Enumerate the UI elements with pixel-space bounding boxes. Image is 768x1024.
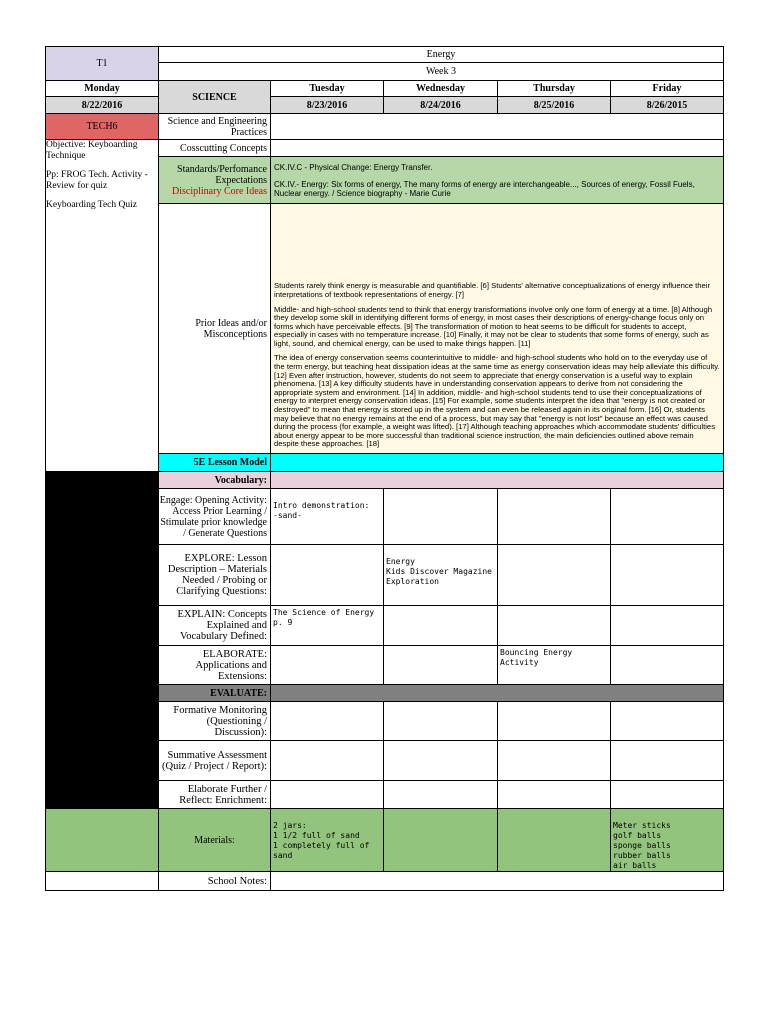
topic-title: Energy <box>426 49 456 60</box>
lesson-model-cell <box>158 453 271 472</box>
practice-text: Pp: FROG Tech. Activity - Review for quiz <box>46 170 148 191</box>
enrichment-tuesday <box>270 780 384 809</box>
elaborate-thursday-text: Bouncing Energy Activity <box>500 648 573 667</box>
standard-item: CK.IV.- Energy: Six forms of energy, The many forms of energy are interchangeable..., Sources of energy, Fossil Fuels, Nuclear energy. / Science biography - Marie Curie <box>274 179 695 198</box>
formative-tuesday <box>270 701 384 741</box>
explain-left-block <box>45 605 159 646</box>
prior-paragraph: Students rarely think energy is measurable and quantifiable. [6] Students' alternative conceptualizations of energy influence their interpretations of textbook representations of energy. [7] <box>274 281 711 299</box>
day-name: Wednesday <box>416 83 465 94</box>
materials-left-block <box>45 808 159 872</box>
materials-friday <box>610 808 724 872</box>
objective-text: Objective: Keyboarding Technique <box>46 140 138 161</box>
formative-label: Formative Monitoring (Questioning / Discussion): <box>173 704 267 738</box>
week-label: Week 3 <box>425 66 456 77</box>
engage-friday <box>610 488 724 545</box>
enrichment-friday <box>610 780 724 809</box>
practices-label-cell <box>158 113 271 140</box>
explore-label: EXPLORE: Lesson Description – Materials Needed / Probing or Clarifying Questions: <box>167 553 267 597</box>
materials-friday-text: Meter sticks golf balls sponge balls rubber balls air balls <box>613 821 671 870</box>
explain-thursday <box>497 605 611 646</box>
summative-label-cell <box>158 740 271 781</box>
day-name: Friday <box>652 83 682 94</box>
date-monday <box>45 96 159 114</box>
evaluate-label: EVALUATE: <box>210 687 267 699</box>
vocabulary-bar <box>270 471 724 489</box>
explain-tuesday <box>270 605 384 646</box>
day-wednesday <box>383 80 498 97</box>
enrichment-label-cell <box>158 780 271 809</box>
lesson-model-label: 5E Lesson Model <box>193 457 267 468</box>
enrichment-label: Elaborate Further / Reflect: Enrichment: <box>179 783 267 806</box>
explain-label: EXPLAIN: Concepts Explained and Vocabulary Defined: <box>177 609 267 642</box>
formative-friday <box>610 701 724 741</box>
vocabulary-label: Vocabulary: <box>214 474 267 486</box>
materials-label-cell <box>158 808 271 872</box>
quiz-text: Keyboarding Tech Quiz <box>46 200 137 210</box>
crosscutting-content <box>270 139 724 157</box>
dci-label: Disciplinary Core Ideas <box>172 185 267 197</box>
explore-friday <box>610 544 724 606</box>
day-date: 8/25/2016 <box>533 99 575 111</box>
prior-paragraph: Middle- and high-school students tend to think that energy transformations involve only one form of energy at a time. [8] Although they develop some skill in identifying different forms of energy, in most cases their descriptions of energy-change focus only on forms which have perceivable effects. [9] The transformation of motion to heat seems to be difficult for students to accept, especially in cases with no temperature increase. [10] Finally, it may not be clear to students that some forms of energy, such as light, sound, and chemical energy, can be used to make things happen. [11] <box>274 304 713 348</box>
engage-thursday <box>497 488 611 545</box>
elaborate-thursday <box>497 645 611 685</box>
summative-label: Summative Assessment (Quiz / Project / Report): <box>162 749 267 772</box>
school-notes-label: School Notes: <box>207 875 267 887</box>
topic-cell <box>158 46 724 63</box>
prior-label-cell <box>158 203 271 454</box>
engage-wednesday <box>383 488 498 545</box>
term-cell <box>45 46 159 81</box>
engage-left-block <box>45 488 159 545</box>
elaborate-friday <box>610 645 724 685</box>
date-friday <box>610 96 724 114</box>
prior-paragraph: The idea of energy conservation seems counterintuitive to middle- and high-school students who hold on to the everyday use of the term energy, but teaching heat dissipation ideas at the same time as energy conservation ideas may help alleviate this difficulty. [12] Even after instruction, however, students do not seem to appreciate that energy conservation is a useful way to explain phenomena. [13] A key difficulty students have in understanding conservation appears to derive from not considering the appropriate system and environment. [14] In addition, middle- and high-school students tend to use their conceptualizations of energy to interpret energy conservation ideas. [15] For example, some students interpret the idea that "energy is not created or destroyed" to mean that energy is stored up in the system and can even be released again in its original form. [16] Or, students may believe that no energy remains at the end of a process, but may say that "energy is not lost" because an effect was caused during the process (for example, a weight was lifted). [17] Although teaching approaches which accommodate students' difficulties about energy appear to be more successful than traditional science instruction, the main deficiencies outlined above remain despite these approaches. [18] <box>274 353 720 449</box>
elaborate-label-cell <box>158 645 271 685</box>
engage-tuesday-text: Intro demonstration: -sand- <box>273 501 370 520</box>
elaborate-wednesday <box>383 645 498 685</box>
summative-tuesday <box>270 740 384 781</box>
evaluate-label-cell <box>158 684 271 702</box>
enrichment-wednesday <box>383 780 498 809</box>
tech-badge-label: TECH6 <box>86 121 118 132</box>
materials-label: Materials: <box>194 834 235 846</box>
notes-left-block <box>45 871 159 891</box>
date-wednesday <box>383 96 498 114</box>
term-label: T1 <box>96 58 108 69</box>
elaborate-label: ELABORATE: Applications and Extensions: <box>195 648 267 682</box>
day-date: 8/22/2016 <box>81 99 123 111</box>
materials-tuesday-text: 2 jars: 1 1/2 full of sand 1 completely full of sand <box>273 821 370 860</box>
prior-content <box>270 203 724 454</box>
subject-cell <box>158 80 271 114</box>
date-tuesday <box>270 96 384 114</box>
monday-notes <box>46 140 158 220</box>
week-cell <box>158 62 724 81</box>
vocab-left-block <box>45 471 159 489</box>
summative-thursday <box>497 740 611 781</box>
vocabulary-label-cell <box>158 471 271 489</box>
explore-wednesday-text: Energy Kids Discover Magazine Exploration <box>386 557 492 586</box>
day-name: Thursday <box>533 83 575 94</box>
standards-label-cell <box>158 156 271 204</box>
explore-label-cell <box>158 544 271 606</box>
day-date: 8/24/2016 <box>420 99 461 111</box>
materials-wednesday <box>383 808 498 872</box>
explore-left-block <box>45 544 159 606</box>
day-name: Monday <box>84 83 120 94</box>
day-date: 8/23/2016 <box>306 99 348 111</box>
materials-tuesday <box>270 808 384 872</box>
materials-thursday <box>497 808 611 872</box>
prior-label: Prior Ideas and/or Misconceptions <box>195 317 267 340</box>
day-monday <box>45 80 159 97</box>
engage-tuesday <box>270 488 384 545</box>
explain-wednesday <box>383 605 498 646</box>
explore-thursday <box>497 544 611 606</box>
enrichment-left-block <box>45 780 159 809</box>
explain-tuesday-text: The Science of Energy p. 9 <box>273 608 375 627</box>
standards-label: Standards/Perfomance Expectations <box>177 163 267 186</box>
formative-label-cell <box>158 701 271 741</box>
engage-label-cell <box>158 488 271 545</box>
summative-left-block <box>45 740 159 781</box>
engage-label: Engage: Opening Activity: Access Prior Learning / Stimulate prior knowledge / Generate Questions <box>159 494 267 539</box>
standards-content <box>270 156 724 204</box>
formative-thursday <box>497 701 611 741</box>
lesson-model-bar <box>270 453 724 472</box>
tech-badge <box>45 113 159 140</box>
school-notes-content <box>270 871 724 891</box>
day-thursday <box>497 80 611 97</box>
explore-wednesday <box>383 544 498 606</box>
summative-wednesday <box>383 740 498 781</box>
enrichment-thursday <box>497 780 611 809</box>
crosscutting-label-cell <box>158 139 271 157</box>
explore-tuesday <box>270 544 384 606</box>
date-thursday <box>497 96 611 114</box>
day-friday <box>610 80 724 97</box>
practices-content <box>270 113 724 140</box>
elaborate-left-block <box>45 645 159 685</box>
formative-wednesday <box>383 701 498 741</box>
standard-item: CK.IV.C - Physical Change: Energy Transfer. <box>274 163 433 172</box>
school-notes-label-cell <box>158 871 271 891</box>
subject-label: SCIENCE <box>192 91 237 103</box>
evaluate-bar <box>270 684 724 702</box>
day-tuesday <box>270 80 384 97</box>
evaluate-left-block <box>45 684 159 702</box>
summative-friday <box>610 740 724 781</box>
explain-label-cell <box>158 605 271 646</box>
explain-friday <box>610 605 724 646</box>
day-name: Tuesday <box>309 83 345 94</box>
elaborate-tuesday <box>270 645 384 685</box>
crosscutting-label: Cosscutting Concepts <box>180 142 267 154</box>
day-date: 8/26/2015 <box>646 99 688 111</box>
practices-label: Science and Engineering Practices <box>167 115 267 138</box>
formative-left-block <box>45 701 159 741</box>
